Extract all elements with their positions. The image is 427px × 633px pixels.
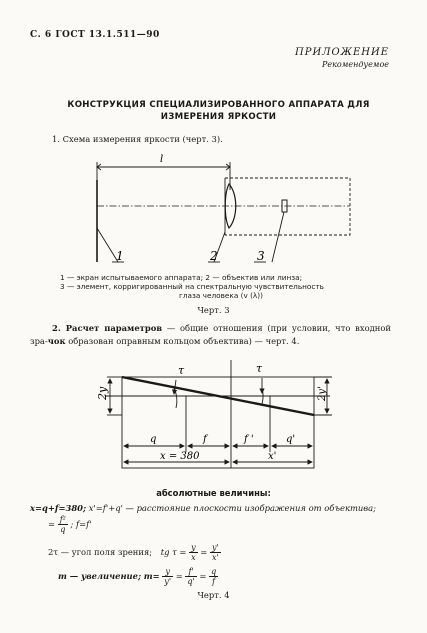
figure-4-frame [122,377,314,468]
figure-4-diagram [0,360,427,485]
fraction-y-x: $\frac{y}{x}$ [191,543,196,562]
page-header [30,30,160,40]
section-1-text: 1. Схема измерения яркости (черт. 3). [52,134,223,144]
fraction-fp-qp: $\frac{f'}{q'}$ [187,567,195,586]
formula-line-2: = $\frac{\text{f²}}{q}$ ; f=f' [48,515,92,534]
title-line-1: КОНСТРУКЦИЯ СПЕЦИАЛИЗИРОВАННОГО АППАРАТА ДЛЯ [67,100,370,110]
callout-2: 2 [210,249,218,263]
legend-line-2: 3 — элемент, корригированный на спектральную чувствительность [60,282,324,291]
fraction-q-f: $\frac{q}{f}$ [211,567,217,586]
callout-3: 3 [257,249,265,263]
callout-leader-1 [97,228,118,262]
fraction-f2-q: $\frac{\text{f²}}{q}$ [59,515,66,534]
fraction-yp-xp: $\frac{y'}{x'}$ [212,543,219,562]
callout-1: 1 [116,249,124,263]
formula-magnification-text: m — увеличение; [58,571,142,581]
figure-3-legend [60,273,382,300]
formula-tg: tg τ = [160,547,187,557]
label-q-prime: q' [286,434,296,445]
appendix-status: Рекомендуемое [322,60,389,69]
figure-3-diagram [0,150,427,275]
label-f: f [203,434,207,445]
label-2y: 2y [96,386,109,400]
figure-4-caption: Черт. 4 [197,590,230,600]
label-x: x = 380 [160,451,200,462]
legend-line-1: 1 — экран испытываемого аппарата; 2 — объектив или линза; [60,273,303,282]
title-line-2: ИЗМЕРЕНИЯ ЯРКОСТИ [160,112,277,122]
label-2y-prime: 2y' [317,386,328,401]
label-tau-left: τ [178,364,185,377]
formula-angle-text: 2τ — угол поля зрения; [48,547,153,557]
section-2-text [30,322,391,348]
appendix-label [295,47,389,69]
standard-number: ГОСТ 13.1.511—90 [55,30,160,40]
formula-x-prime: x'=f'+q' — расстояние плоскости изображения от объектива; [88,503,376,513]
section-2-lead: 2. Расчет параметров [52,323,163,333]
label-f-prime: f ' [244,434,254,445]
formula-line-3: 2τ — угол поля зрения; tg τ = $\frac{y}{x}$ = $\frac{y'}{x'}$ [48,543,219,562]
page-number: С. 6 [30,30,52,40]
label-x-prime: x' [268,451,277,462]
appendix-title: ПРИЛОЖЕНИЕ [295,47,389,58]
section-2-text-a: — общие отношения (при условии, что входной зра- [30,323,391,346]
figure-3-caption: Черт. 3 [197,305,230,315]
section-2-text-b: образован оправным кольцом объектива) — черт. 4. [65,336,300,346]
section-2-bold-mid: чок [47,336,66,346]
formula-f-equal: ; f=f' [70,519,92,529]
formula-m: m= [143,571,160,581]
formula-line-1 [30,502,376,514]
formula-line-4: m — увеличение; m= $\frac{y}{y'}$ = $\frac{f'}{q'}$ = $\frac{q}{f}$ [58,567,217,586]
document-title [40,99,397,123]
formula-x: x=q+f=380; [30,503,87,513]
label-q: q [150,434,157,445]
callout-leader-3 [272,212,284,262]
fraction-y-yp: $\frac{y}{y'}$ [164,567,172,586]
formulas-heading: абсолютные величины: [156,488,271,498]
label-tau-right: τ [256,362,263,375]
dimension-label-l: l [160,154,164,165]
legend-line-3: глаза человека (v (λ)) [179,291,263,300]
